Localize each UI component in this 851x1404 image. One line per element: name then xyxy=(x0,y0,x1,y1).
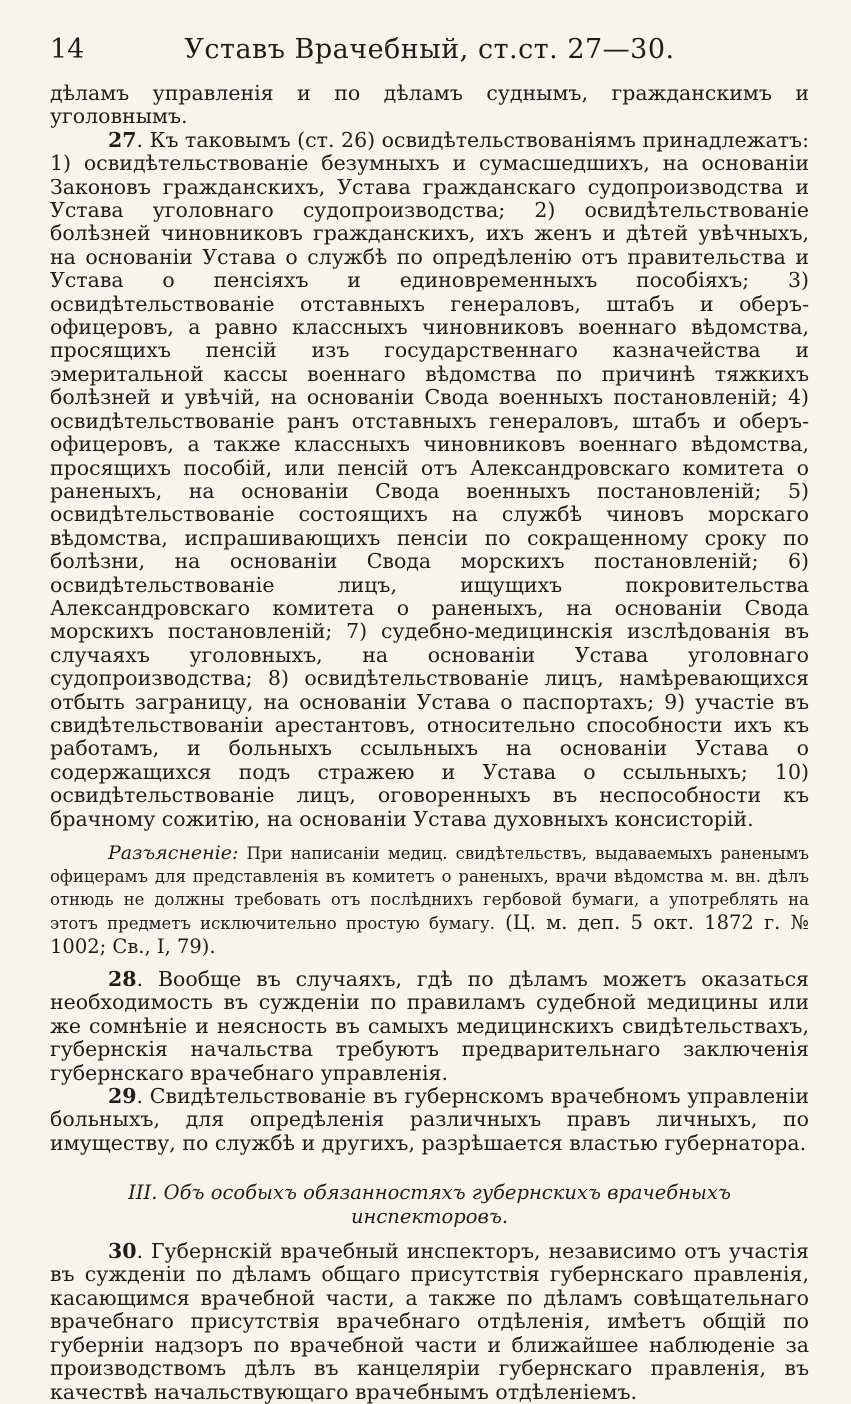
article-text: . Свидѣтельствованіе въ губернскомъ врачебномъ управленіи больныхъ, для опредѣленія различныхъ правъ личныхъ, по имуществу, по службѣ и другихъ, разрѣшается властью губернатора. xyxy=(50,1084,809,1155)
article-27 xyxy=(50,129,809,831)
article-text: . Губернскій врачебный инспекторъ, независимо отъ участія въ сужденіи по дѣламъ общаго присутствія губернскаго правленія, касающимся врачебной части, а также по дѣламъ совѣщательнаго врачебнаго присутствія врачебнаго отдѣленія, имѣетъ общій по губерніи надзоръ по врачебной части и ближайшее наблюденіе за производствомъ дѣлъ въ канцеляріи губернскаго правленія, въ качествѣ начальствующаго врачебнымъ отдѣленіемъ. xyxy=(50,1239,809,1404)
article-text: . Вообще въ случаяхъ, гдѣ по дѣламъ можетъ оказаться необходимость въ сужденіи по правиламъ судебной медицины или же сомнѣніе и неясность въ самыхъ медицинскихъ свидѣтельствахъ, губернскія начальства требуютъ предварительнаго заключенія губернскаго врачебнаго управленія. xyxy=(50,967,809,1085)
running-title: Уставъ Врачебный, ст.ст. 27—30. xyxy=(184,34,675,65)
article-29 xyxy=(50,1085,809,1155)
note-citation: (Ц. м. деп. 5 окт. 1872 г. № 1002; Св., I, 79). xyxy=(50,911,809,958)
article-number: 29 xyxy=(108,1084,137,1109)
section-heading: III. Объ особыхъ обязанностяхъ губернскихъ врачебныхъ инспекторовъ. xyxy=(128,1181,731,1228)
page-number: 14 xyxy=(50,34,85,65)
page-header xyxy=(50,28,809,68)
article-number: 27 xyxy=(108,127,137,152)
continuation-paragraph: дѣламъ управленія и по дѣламъ суднымъ, гражданскимъ и уголовнымъ. xyxy=(50,81,809,129)
note-label: Разъясненіе: xyxy=(108,842,239,864)
article-30 xyxy=(50,1240,809,1404)
article-text: . Къ таковымъ (ст. 26) освидѣтельствованіямъ принадлежатъ: 1) освидѣтельствованіе безумныхъ и сумасшедшихъ, на основаніи Законовъ гражданскихъ, Устава гражданскаго судопроизводства и Устава уголовнаго судопроизводства; 2) освидѣтельствованіе болѣзней чиновниковъ гражданскихъ, ихъ женъ и дѣтей увѣчныхъ, на основаніи Устава о службѣ по опредѣленію отъ правительства и Устава о пенсіяхъ и единовременныхъ пособіяхъ; 3) освидѣтельствованіе отставныхъ генераловъ, штабъ и оберъ-офицеровъ, а равно классныхъ чиновниковъ военнаго вѣдомства, просящихъ пенсій изъ государственнаго казначейства и эмеритальной кассы военнаго вѣдомства по причинѣ тяжкихъ болѣзней и увѣчій, на основаніи Свода военныхъ постановленій; 4) освидѣтельствованіе ранъ отставныхъ генераловъ, штабъ и оберъ-офицеровъ, а также классныхъ чиновниковъ военнаго вѣдомства, просящихъ пособій, или пенсій отъ Александровскаго комитета о раненыхъ, на основаніи Свода военныхъ постановленій; 5) освидѣтельствованіе состоящихъ на службѣ чиновъ морскаго вѣдомства, испрашивающихъ пенсіи по сокращенному сроку по болѣзни, на основаніи Свода морскихъ постановленій; 6) освидѣтельствованіе лицъ, ищущихъ покровительства Александровскаго комитета о раненыхъ, на основаніи Свода морскихъ постановленій; 7) судебно-медицинскія изслѣдованія въ случаяхъ уголовныхъ, на основаніи Устава уголовнаго судопроизводства; 8) освидѣтельствованіе лицъ, намѣревающихся отбыть заграницу, на основаніи Устава о паспортахъ; 9) участіе въ свидѣтельствованіи арестантовъ, относительно способности ихъ къ работамъ, и больныхъ ссыльныхъ на основаніи Устава о содержащихся подъ стражею и Устава о ссыльныхъ; 10) освидѣтельствованіе лицъ, оговоренныхъ въ неспособности къ брачному сожитію, на основаніи Устава духовныхъ консисторій. xyxy=(50,127,809,831)
page-body xyxy=(50,82,809,1404)
explanation-note xyxy=(50,842,809,959)
article-number: 28 xyxy=(108,967,137,991)
article-number: 30 xyxy=(108,1239,137,1264)
note-text: При написаніи медиц. свидѣтельствъ, выдаваемыхъ раненымъ офицерамъ для представленія въ комитетъ о раненыхъ, врачи вѣдомства м. вн. дѣлъ отнюдь не должны требовать отъ послѣднихъ гербовой бумаги, а употреблять на этотъ предметъ исключительно простую бумагу. xyxy=(50,844,809,933)
article-28 xyxy=(50,968,809,1085)
